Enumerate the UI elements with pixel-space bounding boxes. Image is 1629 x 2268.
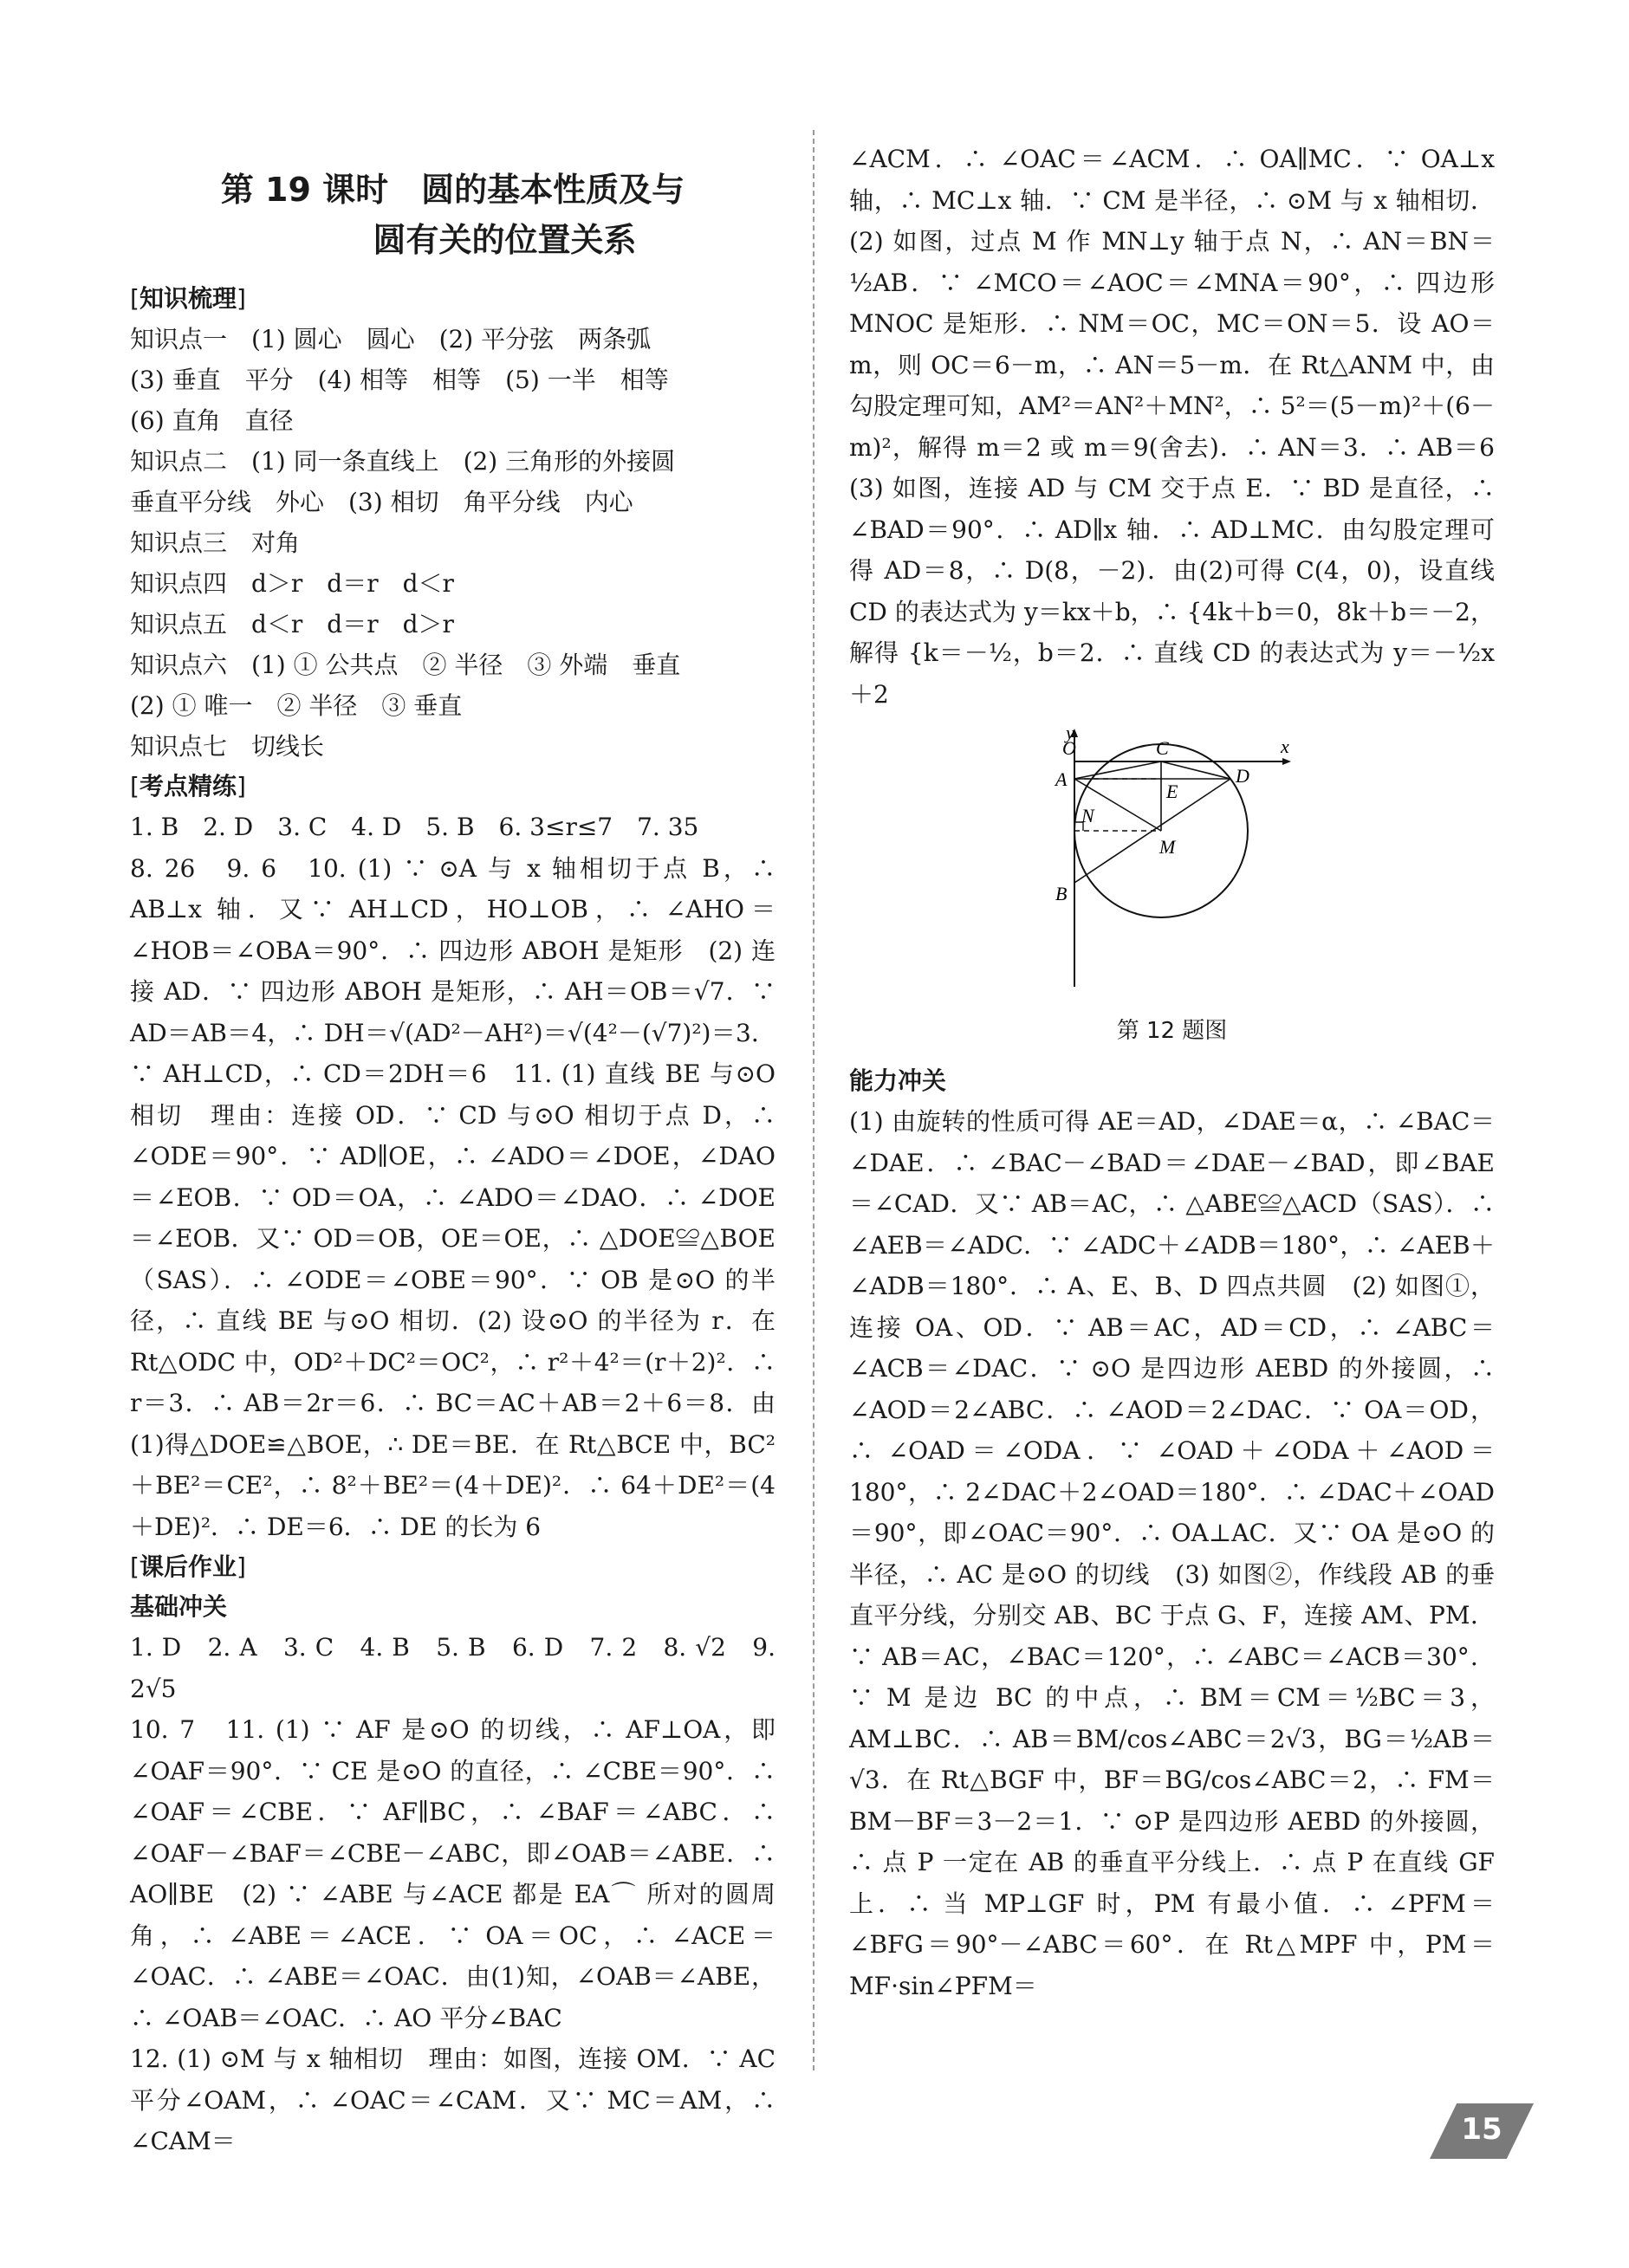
page-number-badge	[1430, 2103, 1534, 2159]
segment-cd	[1161, 761, 1230, 779]
lesson-title-line1: 第 19 课时 圆的基本性质及与	[220, 171, 685, 209]
answer-paragraph: (1) 由旋转的性质可得 AE＝AD，∠DAE＝α，∴ ∠BAC＝∠DAE．∴ ∠BAC－∠BAD＝∠DAE－∠BAD，即∠BAE＝∠CAD．又∵ AB＝AC，∴ △ABE≌△ACD（SAS）．∴ ∠AEB＝∠ADC．∵ ∠ADC＋∠ADB＝180°，∴ ∠AEB＋∠ADB＝180°．∴ A、E、B、D 四点共圆 (2) 如图①，连接 OA、OD．∵ AB＝AC，AD＝CD，∴ ∠ABC＝∠ACB＝∠DAC．∵ ⊙O 是四边形 AEBD 的外接圆，∴ ∠AOD＝2∠ABC．∴ ∠AOD＝2∠DAC．∵ OA＝OD，∴ ∠OAD＝∠ODA．∵ ∠OAD＋∠ODA＋∠AOD＝180°，∴ 2∠DAC＋2∠OAD＝180°．∴ ∠DAC＋∠OAD＝90°，即∠OAC＝90°．∴ OA⊥AC．又∵ OA 是⊙O 的半径，∴ AC 是⊙O 的切线 (3) 如图②，作线段 AB 的垂直平分线，分别交 AB、BC 于点 G、F，连接 AM、PM．∵ AB＝AC，∠BAC＝120°，∴ ∠ABC＝∠ACB＝30°．∵ M 是边 BC 的中点，∴ BM＝CM＝½BC＝3，AM⊥BC．∴ AB＝BM/cos∠ABC＝2√3，BG＝½AB＝√3．在 Rt△BGF 中，BF＝BG/cos∠ABC＝2，∴ FM＝BM－BF＝3－2＝1．∵ ⊙P 是四边形 AEBD 的外接圆，∴ 点 P 一定在 AB 的垂直平分线上．∴ 点 P 在直线 GF 上．∴ 当 MP⊥GF 时，PM 有最小值．∴ ∠PFM＝∠BFG＝90°－∠ABC＝60°．在 Rt△MPF 中，PM＝MF·sin∠PFM＝	[849, 1107, 1495, 2000]
left-column	[130, 147, 776, 2162]
label-m: M	[1159, 836, 1176, 858]
knowledge-line: 知识点二 (1) 同一条直线上 (2) 三角形的外接圆	[130, 447, 676, 476]
knowledge-line: 知识点一 (1) 圆心 圆心 (2) 平分弦 两条弧	[130, 325, 652, 353]
answer-paragraph: ∠ACM．∴ ∠OAC＝∠ACM．∴ OA∥MC．∵ OA⊥x 轴，∴ MC⊥x 轴．∵ CM 是半径，∴ ⊙M 与 x 轴相切．(2) 如图，过点 M 作 MN⊥y 轴于点 N，∴ AN＝BN＝½AB．∵ ∠MCO＝∠AOC＝∠MNA＝90°，∴ 四边形 MNOC 是矩形．∴ NM＝OC，MC＝ON＝5．设 AO＝m，则 OC＝6－m，∴ AN＝5－m．在 Rt△ANM 中，由勾股定理可知，AM²＝AN²＋MN²，∴ 5²＝(5－m)²＋(6－m)²，解得 m＝2 或 m＝9(舍去)．∴ AN＝3．∴ AB＝6 (3) 如图，连接 AD 与 CM 交于点 E．∵ BD 是直径，∴ ∠BAD＝90°．∴ AD∥x 轴．∴ AD⊥MC．由勾股定理可得 AD＝8，∴ D(8，－2)．由(2)可得 C(4，0)，设直线 CD 的表达式为 y＝kx＋b，∴ {4k＋b＝0，8k＋b＝－2，解得 {k＝－½，b＝2．∴ 直线 CD 的表达式为 y＝－½x＋2	[849, 145, 1520, 709]
knowledge-line: (6) 直角 直径	[130, 406, 294, 435]
geometry-diagram	[1040, 727, 1300, 1004]
answer-paragraph: 10. 7 11. (1) ∵ AF 是⊙O 的切线，∴ AF⊥OA，即∠OAF＝90°．∵ CE 是⊙O 的直径，∴ ∠CBE＝90°．∴ ∠OAF＝∠CBE．∵ AF∥BC，∴ ∠BAF＝∠ABC．∴ ∠OAF－∠BAF＝∠CBE－∠ABC，即∠OAB＝∠ABE．∴ AO∥BE (2) ∵ ∠ABE 与∠ACE 都是 EA⌒ 所对的圆周角，∴ ∠ABE＝∠ACE．∵ OA＝OC，∴ ∠ACE＝∠OAC．∴ ∠ABE＝∠OAC．由(1)知，∠OAB＝∠ABE，∴ ∠OAB＝∠OAC．∴ AO 平分∠BAC	[130, 1715, 776, 2032]
label-a: A	[1055, 768, 1068, 790]
label-d: D	[1236, 765, 1249, 787]
knowledge-line: 垂直平分线 外心 (3) 相切 角平分线 内心	[130, 488, 633, 516]
knowledge-line: 知识点四 d＞r d＝r d＜r	[130, 569, 454, 598]
figure-q12	[849, 727, 1495, 1056]
watermark-logo: ​	[309, 1473, 315, 1593]
section-practice: [ 考点精练 ]	[130, 767, 776, 807]
label-b: B	[1055, 883, 1068, 904]
answer-paragraph: 8. 26 9. 6 10. (1) ∵ ⊙A 与 x 轴相切于点 B，∴ AB⊥x 轴．又∵ AH⊥CD，HO⊥OB，∴ ∠AHO＝∠HOB＝∠OBA＝90°．∴ 四边形 ABOH 是矩形 (2) 连接 AD．∵ 四边形 ABOH 是矩形，∴ AH＝OB＝√7．∵ AD＝AB＝4，∴ DH＝√(AD²－AH²)＝√(4²－(√7)²)＝3．∵ AH⊥CD，∴ CD＝2DH＝6 11. (1) 直线 BE 与⊙O 相切 理由：连接 OD．∵ CD 与⊙O 相切于点 D，∴ ∠ODE＝90°．∵ AD∥OE，∴ ∠ADO＝∠DOE，∠DAO＝∠EOB．∵ OD＝OA，∴ ∠ADO＝∠DAO．∴ ∠DOE＝∠EOB．又∵ OD＝OB，OE＝OE，∴ △DOE≌△BOE（SAS）．∴ ∠ODE＝∠OBE＝90°．∵ OB 是⊙O 的半径，∴ 直线 BE 与⊙O 相切．(2) 设⊙O 的半径为 r．在 Rt△ODC 中，OD²＋DC²＝OC²，∴ r²＋4²＝(r＋2)²．∴ r＝3．∴ AB＝2r＝6．∴ BC＝AC＋AB＝2＋6＝8．由(1)得△DOE≌△BOE，∴ DE＝BE．在 Rt△BCE 中，BC²＋BE²＝CE²，∴ 8²＋BE²＝(4＋DE)²．∴ 64＋DE²＝(4＋DE)²．∴ DE＝6．∴ DE 的长为 6	[130, 853, 776, 1541]
knowledge-line: (3) 垂直 平分 (4) 相等 相等 (5) 一半 相等	[130, 366, 669, 394]
answer-paragraph: 1. B 2. D 3. C 4. D 5. B 6. 3≤r≤7 7. 35	[130, 813, 699, 841]
section-homework: [ 课后作业 ]	[130, 1547, 776, 1587]
knowledge-line: 知识点六 (1) ① 公共点 ② 半径 ③ 外端 垂直	[130, 651, 681, 679]
answer-paragraph: 1. D 2. A 3. C 4. B 5. B 6. D 7. 2 8. √2 9. 2√5	[130, 1633, 776, 1703]
x-axis-arrow	[1282, 758, 1291, 765]
label-x: x	[1281, 735, 1289, 757]
knowledge-list	[130, 319, 776, 767]
knowledge-line: 知识点五 d＜r d＝r d＞r	[130, 610, 454, 638]
figure-caption: 第 12 题图	[1116, 1018, 1228, 1044]
segment-ac	[1074, 761, 1161, 779]
page-number: 15	[1461, 2112, 1502, 2147]
label-y: y	[1066, 727, 1074, 743]
answer-paragraph: 12. (1) ⊙M 与 x 轴相切 理由：如图，连接 OM．∵ AC 平分∠OAM，∴ ∠OAC＝∠CAM．又∵ MC＝AM，∴ ∠CAM＝	[130, 2044, 776, 2155]
column-divider	[813, 130, 814, 2070]
right-column	[849, 139, 1520, 2006]
section-basic: 基础冲关	[130, 1592, 228, 1621]
label-c: C	[1156, 737, 1169, 759]
section-knowledge: [ 知识梳理 ]	[130, 279, 776, 319]
basic-answers	[130, 1627, 776, 2162]
label-n: N	[1081, 805, 1094, 826]
q12-continued	[849, 139, 1520, 715]
knowledge-line: 知识点三 对角	[130, 528, 301, 557]
knowledge-line: (2) ① 唯一 ② 半径 ③ 垂直	[130, 691, 463, 720]
section-ability: 能力冲关	[849, 1066, 947, 1095]
knowledge-line: 知识点七 切线长	[130, 732, 325, 761]
ability-answers	[849, 1101, 1495, 2006]
lesson-title	[130, 165, 776, 265]
label-o: O	[1062, 737, 1076, 759]
label-e: E	[1166, 781, 1178, 802]
lesson-title-line2: 圆有关的位置关系	[373, 221, 637, 259]
practice-answers	[130, 807, 776, 1547]
